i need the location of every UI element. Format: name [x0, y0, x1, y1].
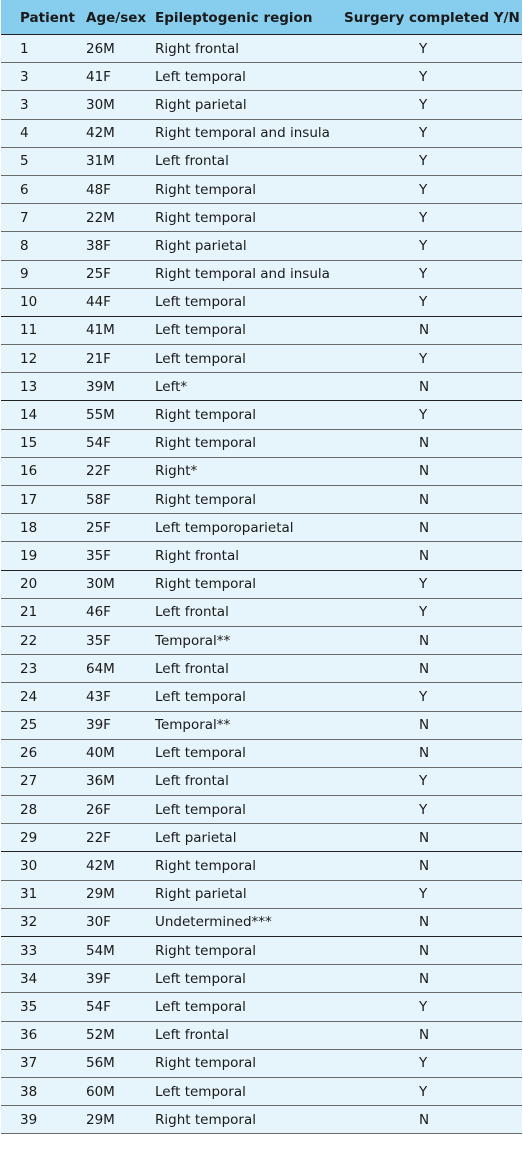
header-surgery-completed: Surgery completed Y/N	[344, 1, 522, 35]
cell-age-sex: 39M	[86, 373, 155, 401]
cell-patient: 34	[1, 965, 86, 993]
cell-surgery: N	[344, 316, 522, 344]
cell-region: Left frontal	[155, 767, 344, 795]
table-row	[1, 542, 522, 570]
table-row	[1, 767, 522, 795]
cell-region: Undetermined***	[155, 908, 344, 936]
cell-region: Left temporal	[155, 993, 344, 1021]
table-row	[1, 401, 522, 429]
cell-surgery: N	[344, 937, 522, 965]
cell-patient: 33	[1, 937, 86, 965]
cell-region: Left*	[155, 373, 344, 401]
table-row	[1, 626, 522, 654]
table-header	[1, 1, 522, 35]
cell-surgery: N	[344, 655, 522, 683]
cell-surgery: N	[344, 1106, 522, 1134]
cell-age-sex: 22F	[86, 457, 155, 485]
cell-region: Left temporal	[155, 63, 344, 91]
cell-surgery: Y	[344, 767, 522, 795]
cell-surgery: N	[344, 486, 522, 514]
cell-patient: 36	[1, 1021, 86, 1049]
patient-table	[1, 0, 522, 1134]
cell-patient: 1	[1, 35, 86, 63]
cell-surgery: N	[344, 852, 522, 880]
cell-surgery: Y	[344, 119, 522, 147]
cell-age-sex: 38F	[86, 232, 155, 260]
header-epileptogenic-region: Epileptogenic region	[155, 1, 344, 35]
cell-region: Right temporal	[155, 429, 344, 457]
cell-patient: 17	[1, 486, 86, 514]
cell-patient: 13	[1, 373, 86, 401]
cell-surgery: N	[344, 908, 522, 936]
cell-surgery: Y	[344, 204, 522, 232]
table-row	[1, 937, 522, 965]
cell-patient: 3	[1, 91, 86, 119]
cell-patient: 9	[1, 260, 86, 288]
cell-surgery: Y	[344, 260, 522, 288]
cell-surgery: Y	[344, 345, 522, 373]
cell-surgery: N	[344, 824, 522, 852]
cell-surgery: N	[344, 514, 522, 542]
table-row	[1, 373, 522, 401]
cell-patient: 5	[1, 147, 86, 175]
cell-region: Right temporal	[155, 1106, 344, 1134]
cell-age-sex: 64M	[86, 655, 155, 683]
table-row	[1, 1049, 522, 1077]
cell-age-sex: 25F	[86, 260, 155, 288]
table-row	[1, 260, 522, 288]
cell-region: Left temporoparietal	[155, 514, 344, 542]
cell-surgery: Y	[344, 63, 522, 91]
cell-surgery: Y	[344, 598, 522, 626]
table-row	[1, 570, 522, 598]
cell-age-sex: 54F	[86, 993, 155, 1021]
cell-region: Right parietal	[155, 880, 344, 908]
cell-age-sex: 26F	[86, 796, 155, 824]
cell-age-sex: 41M	[86, 316, 155, 344]
cell-age-sex: 21F	[86, 345, 155, 373]
cell-region: Left frontal	[155, 147, 344, 175]
cell-surgery: N	[344, 711, 522, 739]
cell-patient: 14	[1, 401, 86, 429]
cell-region: Right parietal	[155, 232, 344, 260]
cell-age-sex: 22M	[86, 204, 155, 232]
cell-patient: 7	[1, 204, 86, 232]
cell-patient: 20	[1, 570, 86, 598]
table-row	[1, 457, 522, 485]
header-age-sex: Age/sex	[86, 1, 155, 35]
cell-region: Left frontal	[155, 598, 344, 626]
cell-surgery: N	[344, 1021, 522, 1049]
table-row	[1, 683, 522, 711]
cell-patient: 3	[1, 63, 86, 91]
patient-table-container	[1, 0, 522, 1134]
cell-surgery: Y	[344, 796, 522, 824]
cell-patient: 8	[1, 232, 86, 260]
cell-patient: 37	[1, 1049, 86, 1077]
table-row	[1, 35, 522, 63]
cell-region: Left temporal	[155, 683, 344, 711]
cell-surgery: Y	[344, 288, 522, 316]
table-row	[1, 63, 522, 91]
cell-region: Right temporal	[155, 852, 344, 880]
cell-age-sex: 39F	[86, 711, 155, 739]
cell-region: Right temporal	[155, 204, 344, 232]
table-row	[1, 232, 522, 260]
table-row	[1, 119, 522, 147]
cell-age-sex: 36M	[86, 767, 155, 795]
table-row	[1, 598, 522, 626]
cell-patient: 18	[1, 514, 86, 542]
table-row	[1, 147, 522, 175]
table-row	[1, 739, 522, 767]
cell-patient: 16	[1, 457, 86, 485]
cell-region: Left temporal	[155, 288, 344, 316]
cell-age-sex: 35F	[86, 626, 155, 654]
cell-region: Right*	[155, 457, 344, 485]
cell-patient: 29	[1, 824, 86, 852]
cell-age-sex: 30F	[86, 908, 155, 936]
cell-age-sex: 30M	[86, 91, 155, 119]
cell-region: Right temporal	[155, 570, 344, 598]
table-body	[1, 35, 522, 1134]
cell-patient: 35	[1, 993, 86, 1021]
cell-region: Right temporal	[155, 1049, 344, 1077]
cell-patient: 32	[1, 908, 86, 936]
cell-age-sex: 58F	[86, 486, 155, 514]
table-row	[1, 91, 522, 119]
cell-patient: 28	[1, 796, 86, 824]
cell-surgery: Y	[344, 1049, 522, 1077]
cell-surgery: N	[344, 739, 522, 767]
cell-age-sex: 52M	[86, 1021, 155, 1049]
table-row	[1, 993, 522, 1021]
cell-surgery: Y	[344, 1077, 522, 1105]
cell-region: Left frontal	[155, 1021, 344, 1049]
cell-age-sex: 29M	[86, 1106, 155, 1134]
table-row	[1, 655, 522, 683]
cell-patient: 6	[1, 175, 86, 203]
cell-age-sex: 31M	[86, 147, 155, 175]
header-row	[1, 1, 522, 35]
cell-patient: 31	[1, 880, 86, 908]
cell-patient: 4	[1, 119, 86, 147]
table-row	[1, 711, 522, 739]
cell-surgery: Y	[344, 993, 522, 1021]
cell-surgery: Y	[344, 91, 522, 119]
table-row	[1, 345, 522, 373]
cell-region: Right parietal	[155, 91, 344, 119]
cell-age-sex: 39F	[86, 965, 155, 993]
cell-region: Right temporal	[155, 937, 344, 965]
cell-region: Left temporal	[155, 965, 344, 993]
cell-age-sex: 30M	[86, 570, 155, 598]
cell-patient: 19	[1, 542, 86, 570]
cell-age-sex: 55M	[86, 401, 155, 429]
cell-region: Right temporal and insula	[155, 260, 344, 288]
cell-age-sex: 40M	[86, 739, 155, 767]
cell-age-sex: 43F	[86, 683, 155, 711]
cell-region: Left temporal	[155, 796, 344, 824]
table-row	[1, 486, 522, 514]
cell-region: Left parietal	[155, 824, 344, 852]
cell-patient: 25	[1, 711, 86, 739]
table-row	[1, 204, 522, 232]
cell-age-sex: 44F	[86, 288, 155, 316]
cell-surgery: Y	[344, 570, 522, 598]
cell-age-sex: 29M	[86, 880, 155, 908]
cell-age-sex: 42M	[86, 852, 155, 880]
cell-age-sex: 22F	[86, 824, 155, 852]
cell-region: Right temporal	[155, 175, 344, 203]
cell-patient: 22	[1, 626, 86, 654]
cell-surgery: N	[344, 626, 522, 654]
table-row	[1, 965, 522, 993]
cell-surgery: Y	[344, 232, 522, 260]
cell-patient: 23	[1, 655, 86, 683]
cell-patient: 39	[1, 1106, 86, 1134]
table-row	[1, 908, 522, 936]
cell-surgery: N	[344, 542, 522, 570]
cell-age-sex: 54F	[86, 429, 155, 457]
header-patient: Patient	[1, 1, 86, 35]
cell-age-sex: 48F	[86, 175, 155, 203]
cell-patient: 21	[1, 598, 86, 626]
cell-patient: 27	[1, 767, 86, 795]
table-row	[1, 880, 522, 908]
cell-surgery: Y	[344, 880, 522, 908]
cell-age-sex: 60M	[86, 1077, 155, 1105]
cell-surgery: N	[344, 429, 522, 457]
table-row	[1, 175, 522, 203]
cell-patient: 15	[1, 429, 86, 457]
cell-surgery: Y	[344, 147, 522, 175]
cell-region: Temporal**	[155, 711, 344, 739]
cell-patient: 24	[1, 683, 86, 711]
cell-region: Right frontal	[155, 542, 344, 570]
cell-patient: 26	[1, 739, 86, 767]
cell-surgery: N	[344, 373, 522, 401]
cell-region: Right frontal	[155, 35, 344, 63]
cell-region: Left temporal	[155, 345, 344, 373]
cell-region: Left temporal	[155, 316, 344, 344]
cell-patient: 12	[1, 345, 86, 373]
table-row	[1, 316, 522, 344]
table-row	[1, 288, 522, 316]
cell-surgery: Y	[344, 35, 522, 63]
table-row	[1, 429, 522, 457]
cell-region: Right temporal and insula	[155, 119, 344, 147]
cell-region: Left temporal	[155, 1077, 344, 1105]
cell-region: Temporal**	[155, 626, 344, 654]
cell-patient: 11	[1, 316, 86, 344]
cell-age-sex: 46F	[86, 598, 155, 626]
cell-surgery: Y	[344, 175, 522, 203]
cell-age-sex: 42M	[86, 119, 155, 147]
table-row	[1, 824, 522, 852]
table-row	[1, 514, 522, 542]
cell-patient: 38	[1, 1077, 86, 1105]
cell-surgery: N	[344, 457, 522, 485]
table-row	[1, 1106, 522, 1134]
cell-age-sex: 54M	[86, 937, 155, 965]
cell-patient: 10	[1, 288, 86, 316]
table-row	[1, 796, 522, 824]
cell-age-sex: 26M	[86, 35, 155, 63]
cell-surgery: Y	[344, 401, 522, 429]
cell-region: Right temporal	[155, 401, 344, 429]
cell-age-sex: 41F	[86, 63, 155, 91]
cell-surgery: N	[344, 965, 522, 993]
table-row	[1, 852, 522, 880]
cell-age-sex: 25F	[86, 514, 155, 542]
table-row	[1, 1077, 522, 1105]
cell-patient: 30	[1, 852, 86, 880]
cell-region: Left temporal	[155, 739, 344, 767]
table-row	[1, 1021, 522, 1049]
cell-age-sex: 35F	[86, 542, 155, 570]
cell-region: Left frontal	[155, 655, 344, 683]
cell-region: Right temporal	[155, 486, 344, 514]
cell-age-sex: 56M	[86, 1049, 155, 1077]
cell-surgery: Y	[344, 683, 522, 711]
